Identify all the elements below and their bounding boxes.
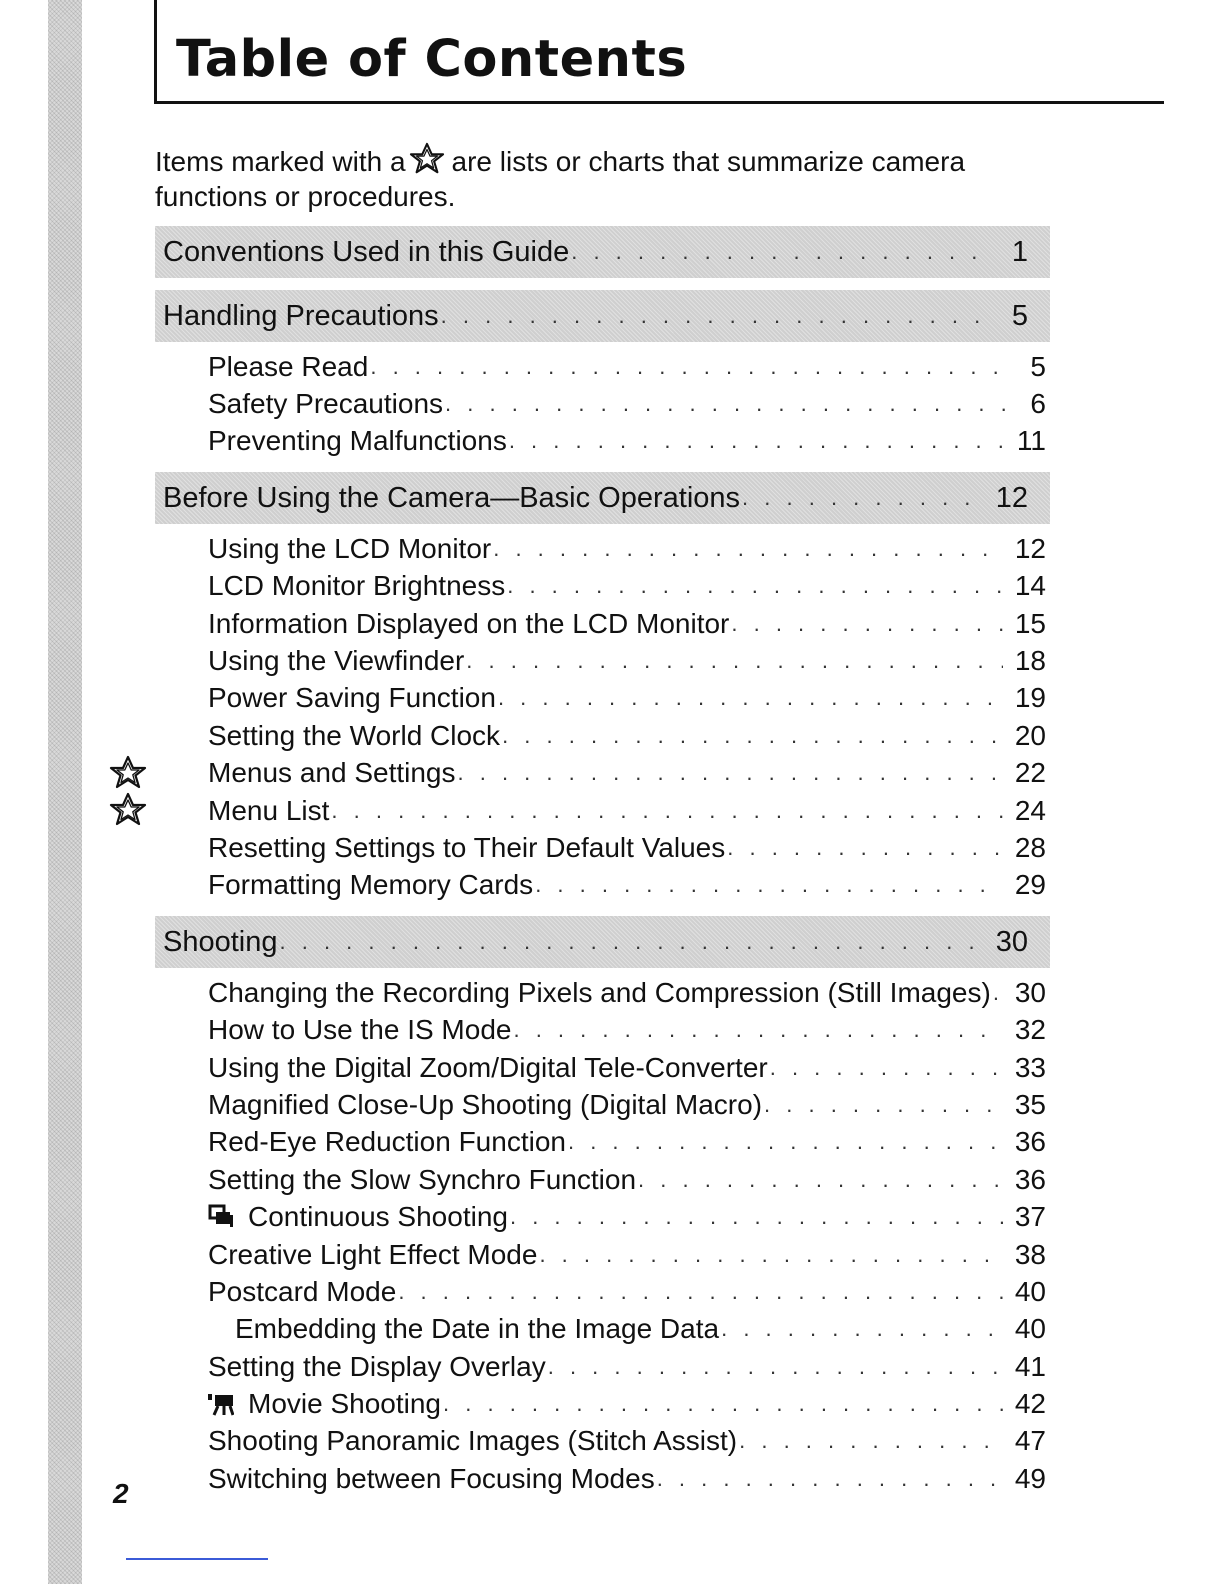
- toc-entry[interactable]: [155, 605, 1050, 642]
- toc-entry[interactable]: [155, 642, 1050, 679]
- toc-section-header[interactable]: [155, 472, 1050, 524]
- toc-page-number: 18: [1014, 645, 1046, 677]
- toc-entry-label: [208, 388, 443, 420]
- toc-entry-text: Movie Shooting: [248, 1388, 442, 1420]
- page-edge-strip: [48, 0, 82, 1584]
- toc-entry[interactable]: [155, 1423, 1050, 1460]
- toc-entry-text: Preventing Malfunctions: [208, 425, 507, 457]
- star-icon: [408, 142, 446, 176]
- toc-entry-text: Changing the Recording Pixels and Compression (Still Images): [208, 976, 991, 1008]
- leader-dots: [657, 1466, 1003, 1492]
- toc-entry-label: [208, 682, 496, 714]
- toc-entry[interactable]: [155, 1236, 1050, 1273]
- toc-page-number: 1: [1011, 235, 1028, 268]
- toc-entry-text: Red-Eye Reduction Function: [208, 1126, 566, 1158]
- toc-entry[interactable]: [155, 1460, 1050, 1497]
- toc-section-label: Shooting: [163, 925, 278, 958]
- leader-dots: [539, 1242, 1002, 1268]
- leader-dots: [739, 1428, 1003, 1454]
- toc-page-number: 20: [1014, 719, 1046, 751]
- toc-entry[interactable]: [155, 530, 1050, 567]
- toc-page-number: 30: [995, 925, 1028, 958]
- toc-entry-text: How to Use the IS Mode: [208, 1014, 512, 1046]
- toc-entry-label: [208, 645, 464, 677]
- toc-page-number: 19: [1014, 682, 1046, 714]
- leader-dots: [280, 929, 984, 955]
- toc-page-number: 33: [1014, 1051, 1046, 1083]
- leader-dots: [445, 391, 1008, 417]
- toc-entry-text: Switching between Focusing Modes: [208, 1462, 655, 1494]
- toc-entry-label: [235, 1313, 719, 1345]
- leader-dots: [638, 1167, 1003, 1193]
- title-rule-vertical: [154, 0, 157, 104]
- intro-text-after: are lists or charts that summarize camera functions or procedures.: [155, 146, 966, 212]
- toc-entry-text: Postcard Mode: [208, 1275, 397, 1307]
- toc-entry[interactable]: [155, 1348, 1050, 1385]
- intro-text-before: Items marked with a: [155, 146, 406, 177]
- toc-page-number: 11: [1016, 425, 1046, 457]
- toc-page-number: 6: [1030, 388, 1046, 420]
- toc-entry-text: Resetting Settings to Their Default Values: [208, 831, 726, 863]
- continuous-shooting-icon: [208, 1203, 234, 1229]
- leader-dots: [513, 1017, 1002, 1043]
- toc-page-number: 5: [1011, 299, 1028, 332]
- toc-entry-label: [208, 1276, 396, 1308]
- toc-section-label: Handling Precautions: [163, 299, 439, 332]
- toc-entry[interactable]: [155, 1385, 1050, 1422]
- title-rule-horizontal: [154, 101, 1164, 104]
- toc-entry-label: [208, 570, 505, 602]
- toc-entry-text: Menu List: [208, 794, 330, 826]
- toc-page-number: 29: [1014, 869, 1046, 901]
- toc-section-label: Conventions Used in this Guide: [163, 235, 570, 268]
- toc-entry[interactable]: [155, 385, 1050, 422]
- toc-entry-label: [208, 1164, 636, 1196]
- leader-dots: [721, 1316, 1003, 1342]
- toc-entry[interactable]: [155, 1011, 1050, 1048]
- toc-entry-label: [208, 1463, 655, 1495]
- toc-entry-text: Using the Viewfinder: [208, 645, 465, 677]
- leader-dots: [742, 485, 984, 511]
- toc-page-number: 28: [1014, 831, 1046, 863]
- leader-dots: [370, 354, 1008, 380]
- toc-page-number: 37: [1014, 1201, 1046, 1233]
- toc-entry-text: Setting the World Clock: [208, 719, 501, 751]
- toc-entry[interactable]: [155, 1273, 1050, 1310]
- toc-entry-text: Using the Digital Zoom/Digital Tele-Converter: [208, 1051, 768, 1083]
- toc-section-header[interactable]: [155, 226, 1050, 278]
- toc-entry[interactable]: [155, 1311, 1050, 1348]
- toc-entry[interactable]: [155, 1049, 1050, 1086]
- leader-dots: [502, 723, 1003, 749]
- toc-entry[interactable]: [155, 1086, 1050, 1123]
- toc-page-number: 41: [1014, 1350, 1046, 1382]
- toc-page-number: 36: [1014, 1163, 1046, 1195]
- toc-section-header[interactable]: [155, 916, 1050, 968]
- movie-icon: [208, 1390, 234, 1416]
- toc-page-number: 14: [1014, 570, 1046, 602]
- leader-dots: [535, 872, 1003, 898]
- leader-dots: [764, 1092, 1003, 1118]
- toc-entry[interactable]: [155, 829, 1050, 866]
- toc-entry-label: [208, 1089, 762, 1121]
- leader-dots: [493, 536, 1003, 562]
- toc-page-number: 40: [1014, 1275, 1046, 1307]
- toc-entry-label: [208, 1014, 511, 1046]
- toc-entry-text: Continuous Shooting: [248, 1201, 508, 1233]
- toc-page-number: 42: [1014, 1388, 1046, 1420]
- toc-entry-text: Shooting Panoramic Images (Stitch Assist): [208, 1425, 738, 1457]
- toc-entry-label: [208, 720, 500, 752]
- toc-entry-text: Setting the Slow Synchro Function: [208, 1163, 637, 1195]
- toc-entry-label: [208, 1239, 537, 1271]
- toc-entry-text: Please Read: [208, 350, 369, 382]
- leader-dots: [571, 239, 990, 265]
- leader-dots: [727, 835, 1003, 861]
- toc-entry[interactable]: [155, 680, 1050, 717]
- toc-entry-label: [208, 1201, 508, 1233]
- toc-entry[interactable]: [155, 1198, 1050, 1235]
- toc-page-number: 12: [1014, 532, 1046, 564]
- toc-entry-label: [208, 757, 456, 789]
- toc-entry-label: [208, 977, 991, 1009]
- toc-entry-label: [208, 1425, 737, 1457]
- toc-entry-label: [208, 1388, 441, 1420]
- toc-entry[interactable]: [155, 568, 1050, 605]
- toc-page-number: 49: [1014, 1462, 1046, 1494]
- toc-entry-text: Power Saving Function: [208, 682, 496, 714]
- toc-entry[interactable]: [155, 1124, 1050, 1161]
- toc-page-number: 38: [1014, 1238, 1046, 1270]
- toc-entry-label: [208, 1351, 546, 1383]
- toc-section-label: Before Using the Camera—Basic Operations: [163, 481, 741, 514]
- leader-dots: [770, 1055, 1003, 1081]
- toc-entry-text: Using the LCD Monitor: [208, 532, 492, 564]
- leader-dots: [731, 611, 1002, 637]
- toc-entry[interactable]: [155, 792, 1050, 829]
- toc-page-number: 32: [1014, 1014, 1046, 1046]
- toc-entry-text: Embedding the Date in the Image Data: [235, 1313, 720, 1345]
- toc-entry-label: [208, 608, 729, 640]
- toc-entry-label: [208, 795, 329, 827]
- toc-page-number: 35: [1014, 1088, 1046, 1120]
- toc-page-number: 12: [995, 481, 1028, 514]
- toc-page-number: 22: [1014, 757, 1046, 789]
- leader-dots: [441, 303, 990, 329]
- toc-entry-label: [208, 425, 507, 457]
- leader-dots: [568, 1129, 1003, 1155]
- toc-entry[interactable]: [155, 717, 1050, 754]
- leader-dots: [466, 648, 1003, 674]
- toc-page-number: 24: [1014, 794, 1046, 826]
- leader-dots: [443, 1391, 1003, 1417]
- page-title: Table of Contents: [176, 30, 688, 89]
- leader-dots: [458, 760, 1003, 786]
- toc-page-number: 47: [1014, 1425, 1046, 1457]
- toc-entry-text: Safety Precautions: [208, 388, 444, 420]
- toc-entry-label: [208, 869, 533, 901]
- leader-dots: [548, 1354, 1003, 1380]
- leader-dots: [509, 428, 1005, 454]
- page-number: 2: [113, 1478, 129, 1509]
- toc-entry-label: [208, 351, 368, 383]
- toc-entry[interactable]: [155, 755, 1050, 792]
- leader-dots: [331, 798, 1002, 824]
- toc-page-number: 30: [1014, 976, 1046, 1008]
- leader-dots: [498, 685, 1003, 711]
- toc-entry-text: Menus and Settings: [208, 757, 456, 789]
- toc-entry[interactable]: [155, 974, 1050, 1011]
- table-of-contents: [155, 226, 1050, 1498]
- leader-dots: [507, 573, 1003, 599]
- toc-section-header[interactable]: [155, 290, 1050, 342]
- intro-text: [155, 142, 1075, 214]
- toc-entry-label: [208, 1052, 768, 1084]
- toc-entry-label: [208, 1126, 566, 1158]
- toc-entry-text: Magnified Close-Up Shooting (Digital Macro): [208, 1088, 763, 1120]
- toc-entry[interactable]: [155, 348, 1050, 385]
- toc-entry-text: Information Displayed on the LCD Monitor: [208, 607, 730, 639]
- leader-dots: [510, 1204, 1003, 1230]
- bottom-rule: [126, 1558, 268, 1560]
- toc-entry-text: Creative Light Effect Mode: [208, 1238, 538, 1270]
- star-icon: [108, 792, 148, 828]
- toc-page-number: 15: [1014, 607, 1046, 639]
- toc-entry-label: [208, 832, 725, 864]
- toc-entry-text: Formatting Memory Cards: [208, 869, 534, 901]
- toc-entry-text: Setting the Display Overlay: [208, 1350, 546, 1382]
- toc-page-number: 5: [1030, 350, 1046, 382]
- leader-dots: [398, 1279, 1003, 1305]
- toc-entry[interactable]: [155, 1161, 1050, 1198]
- leader-dots: [993, 980, 1003, 1006]
- toc-entry-label: [208, 533, 491, 565]
- toc-entry[interactable]: [155, 423, 1050, 460]
- toc-entry-text: LCD Monitor Brightness: [208, 570, 506, 602]
- toc-entry[interactable]: [155, 867, 1050, 904]
- toc-page-number: 40: [1014, 1313, 1046, 1345]
- star-icon: [108, 755, 148, 791]
- toc-page-number: 36: [1014, 1126, 1046, 1158]
